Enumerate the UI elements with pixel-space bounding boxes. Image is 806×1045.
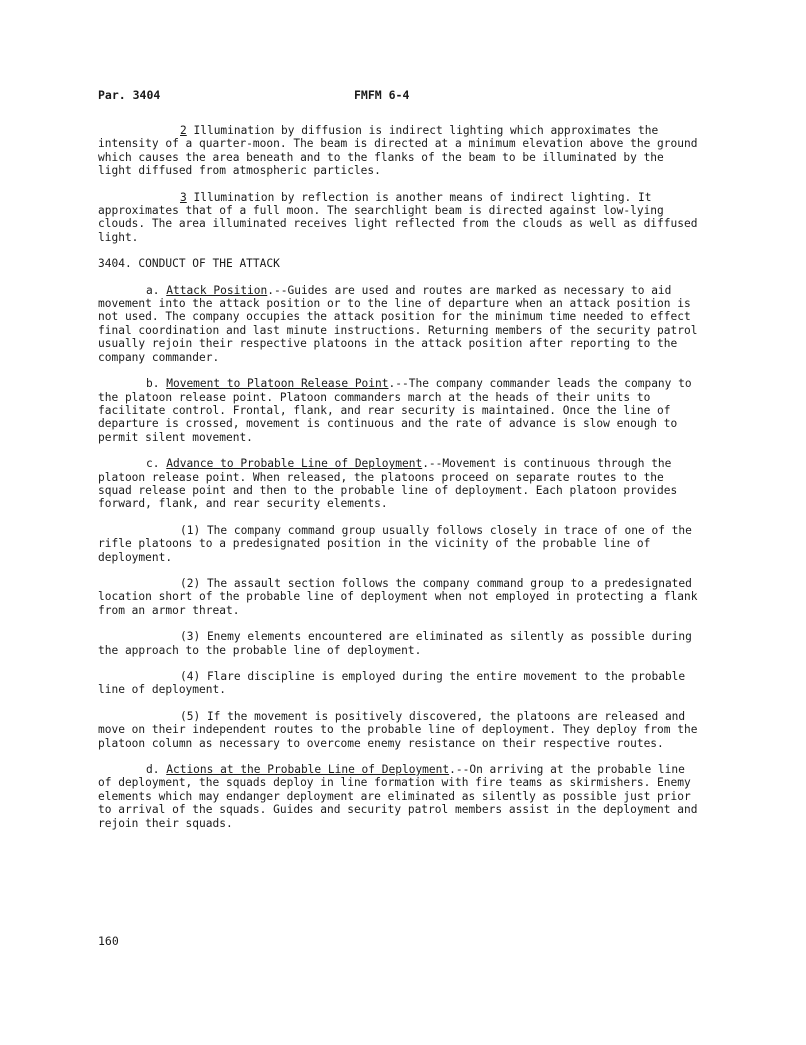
- paragraph-title: Advance to Probable Line of Deployment: [166, 457, 423, 471]
- paragraph-title: Actions at the Probable Line of Deployment: [166, 763, 450, 777]
- paragraph-reflection: [98, 191, 698, 245]
- paragraph-c2: (2) The assault section follows the company command group to a predesignated location short of the probable line of deployment when not employed in protecting a flank from an armor threat.: [98, 576, 698, 617]
- paragraph-text: .--On arriving at the probable line of deployment, the squads deploy in line formation with fire teams as skirmishers. Enemy elements which may endanger deployment are eliminated as silently as possible just prior to arrival of the squads. Guides and security patrol members assist in the deployment and rejoin their squads.: [98, 763, 698, 830]
- paragraph-c3: (3) Enemy elements encountered are eliminated as silently as possible during the approach to the probable line of deployment.: [98, 630, 692, 657]
- paragraph-d: [98, 763, 698, 830]
- page-number: 160: [98, 934, 119, 948]
- paragraph-c1: (1) The company command group usually follows closely in trace of one of the rifle platoons to a predesignated position in the vicinity of the probable line of deployment.: [98, 523, 692, 564]
- paragraph-c4: (4) Flare discipline is employed during the entire movement to the probable line of deployment.: [98, 670, 686, 697]
- paragraph-text: .--Guides are used and routes are marked as necessary to aid movement into the attack position or to the line of departure when an attack position is not used. The company occupies the attack position for the minimum time needed to effect final coordination and last minute instructions. Returning members of the security patrol usually rejoin their respective platoons in the attack position after reporting to the company commander.: [98, 283, 698, 364]
- paragraph-c5: (5) If the movement is positively discovered, the platoons are released and move on their independent routes to the probable line of deployment. They deploy from the platoon column as necessary to overcome enemy resistance on their respective routes.: [98, 709, 698, 750]
- paragraph-text: Illumination by diffusion is indirect lighting which approximates the intensity of a quarter-moon. The beam is directed at a minimum elevation above the ground which causes the area beneath and to the flanks of the beam to be illuminated by the light diffused from atmospheric particles.: [98, 124, 698, 178]
- paragraph-title: Attack Position: [166, 283, 268, 297]
- subparagraph-number: 3: [180, 190, 187, 204]
- paragraph-c: [98, 457, 698, 511]
- paragraph-title: Movement to Platoon Release Point: [166, 377, 389, 391]
- paragraph-text: .--The company commander leads the company to the platoon release point. Platoon commanders march at the heads of their units to facilitate control. Frontal, flank, and rear security is maintained. Once the line of departure is crossed, movement is continuous and the rate of advance is slow enough to permit silent movement.: [98, 377, 692, 444]
- header-paragraph-ref: Par. 3404: [98, 88, 161, 102]
- header-manual-title: FMFM 6-4: [354, 88, 410, 102]
- paragraph-text: .--Movement is continuous through the platoon release point. When released, the platoons proceed on separate routes to the squad release point and then to the probable line of deployment. Each platoon provides forward, flank, and rear security elements.: [98, 457, 678, 511]
- subparagraph-number: 2: [180, 124, 187, 137]
- paragraph-text: Illumination by reflection is another means of indirect lighting. It approximates that of a full moon. The searchlight beam is directed against low-lying clouds. The area illuminated receives light reflected from the clouds as well as diffused light.: [98, 190, 698, 244]
- page-header: [98, 88, 708, 106]
- paragraph-diffusion: [98, 124, 698, 178]
- page-body: [98, 124, 698, 843]
- section-heading: 3404. CONDUCT OF THE ATTACK: [98, 257, 280, 271]
- paragraph-b: [98, 377, 698, 444]
- paragraph-label: a.: [146, 283, 160, 297]
- paragraph-label: c.: [146, 457, 160, 471]
- paragraph-label: d.: [146, 763, 160, 777]
- paragraph-a: [98, 284, 698, 364]
- paragraph-label: b.: [146, 377, 160, 391]
